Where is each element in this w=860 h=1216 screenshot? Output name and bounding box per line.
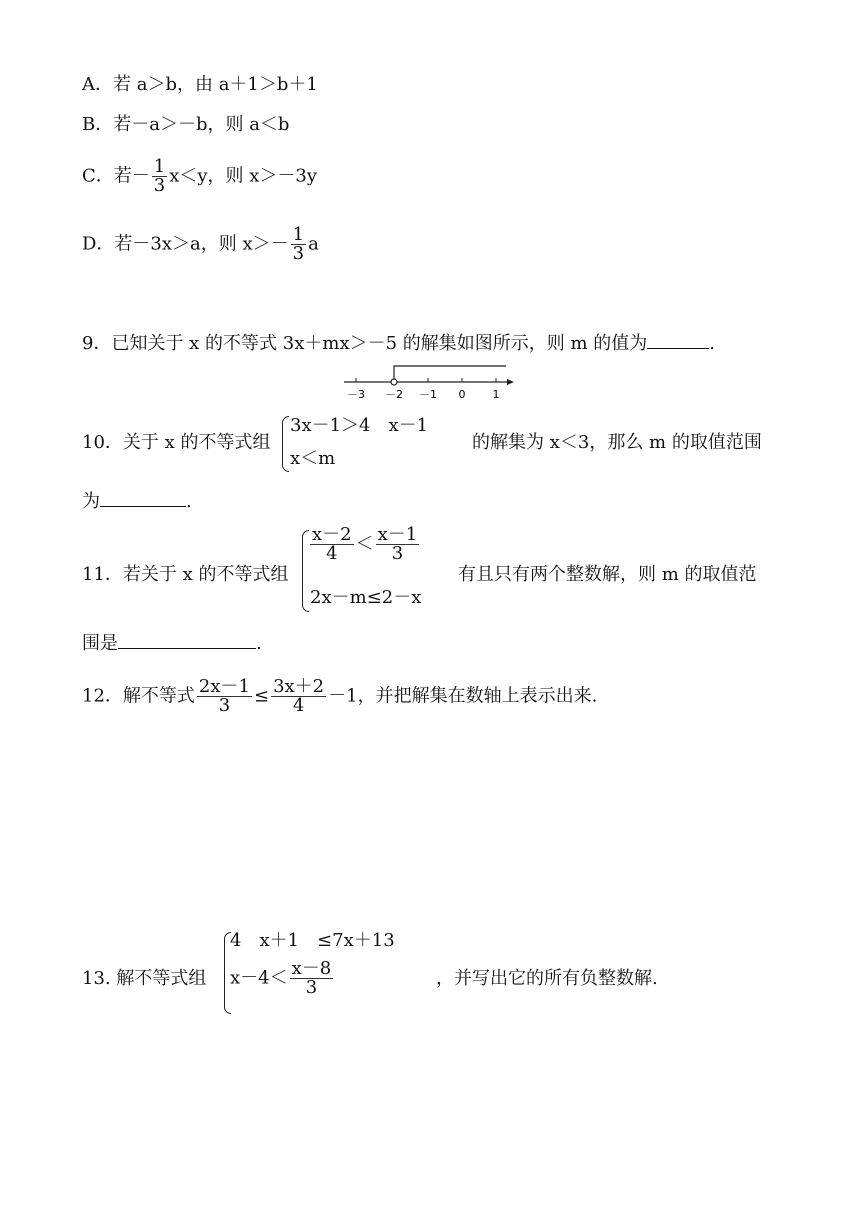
system-row: 3x－1＞4 x－1 <box>290 415 429 436</box>
fraction: $\frac{2x-1}{3}$ <box>198 676 250 716</box>
option-b: B．若－a＞－b，则 a＜b <box>82 114 290 135</box>
system-row: x－4＜ $\frac{x-8}{3}$ <box>230 958 332 998</box>
fraction: $\frac{x-2}{4}$ <box>312 524 352 564</box>
question-10-line2: 为 . <box>82 488 192 513</box>
answer-blank[interactable] <box>118 630 256 649</box>
number-line <box>338 358 520 402</box>
answer-blank[interactable] <box>647 330 709 349</box>
fraction: $\frac{1}{3}$ <box>153 156 166 196</box>
option-d: D．若－3x＞a，则 x＞－ $\frac{1}{3}$ a <box>82 224 319 264</box>
fraction: $\frac{1}{3}$ <box>292 224 305 264</box>
option-c: C．若－ $\frac{1}{3}$ x＜y，则 x＞－3y <box>82 156 318 196</box>
system-row: 4 x＋1 ≤7x＋13 <box>230 930 395 951</box>
brace <box>282 416 289 472</box>
question-10-prefix: 10．关于 x 的不等式组 <box>82 432 271 453</box>
system-row: $\frac{x-2}{4}$ ＜ $\frac{x-1}{3}$ <box>312 524 418 564</box>
question-11-line2: 围是 . <box>82 630 262 655</box>
fraction: $\frac{x-8}{3}$ <box>291 958 332 998</box>
question-11-suffix: 有且只有两个整数解，则 m 的取值范 <box>458 564 757 585</box>
question-12: 12．解不等式 $\frac{2x-1}{3}$ ≤ $\frac{3x+2}{4}$ －1，并把解集在数轴上表示出来. <box>82 676 598 716</box>
open-point <box>391 379 397 385</box>
answer-blank[interactable] <box>100 488 186 507</box>
system-row: 2x－m≤2－x <box>310 587 422 608</box>
fraction: $\frac{3x+2}{4}$ <box>273 676 325 716</box>
question-9: 9．已知关于 x 的不等式 3x＋mx＞－5 的解集如图所示，则 m 的值为 . <box>82 330 715 355</box>
fraction: $\frac{x-1}{3}$ <box>377 524 418 564</box>
option-a: A．若 a＞b，由 a＋1＞b＋1 <box>82 74 318 95</box>
question-13-prefix: 13. 解不等式组 <box>82 968 207 989</box>
tick-label: －3 <box>347 388 365 401</box>
tick-label: 1 <box>492 388 500 401</box>
question-13-suffix: ，并写出它的所有负整数解. <box>436 968 658 989</box>
tick-label: 0 <box>458 388 466 401</box>
tick-label: －2 <box>385 388 403 401</box>
question-11-prefix: 11．若关于 x 的不等式组 <box>82 564 289 585</box>
tick-label: －1 <box>419 388 437 401</box>
system-row: x＜m <box>290 448 336 469</box>
question-10-suffix: 的解集为 x＜3，那么 m 的取值范围 <box>472 432 762 453</box>
